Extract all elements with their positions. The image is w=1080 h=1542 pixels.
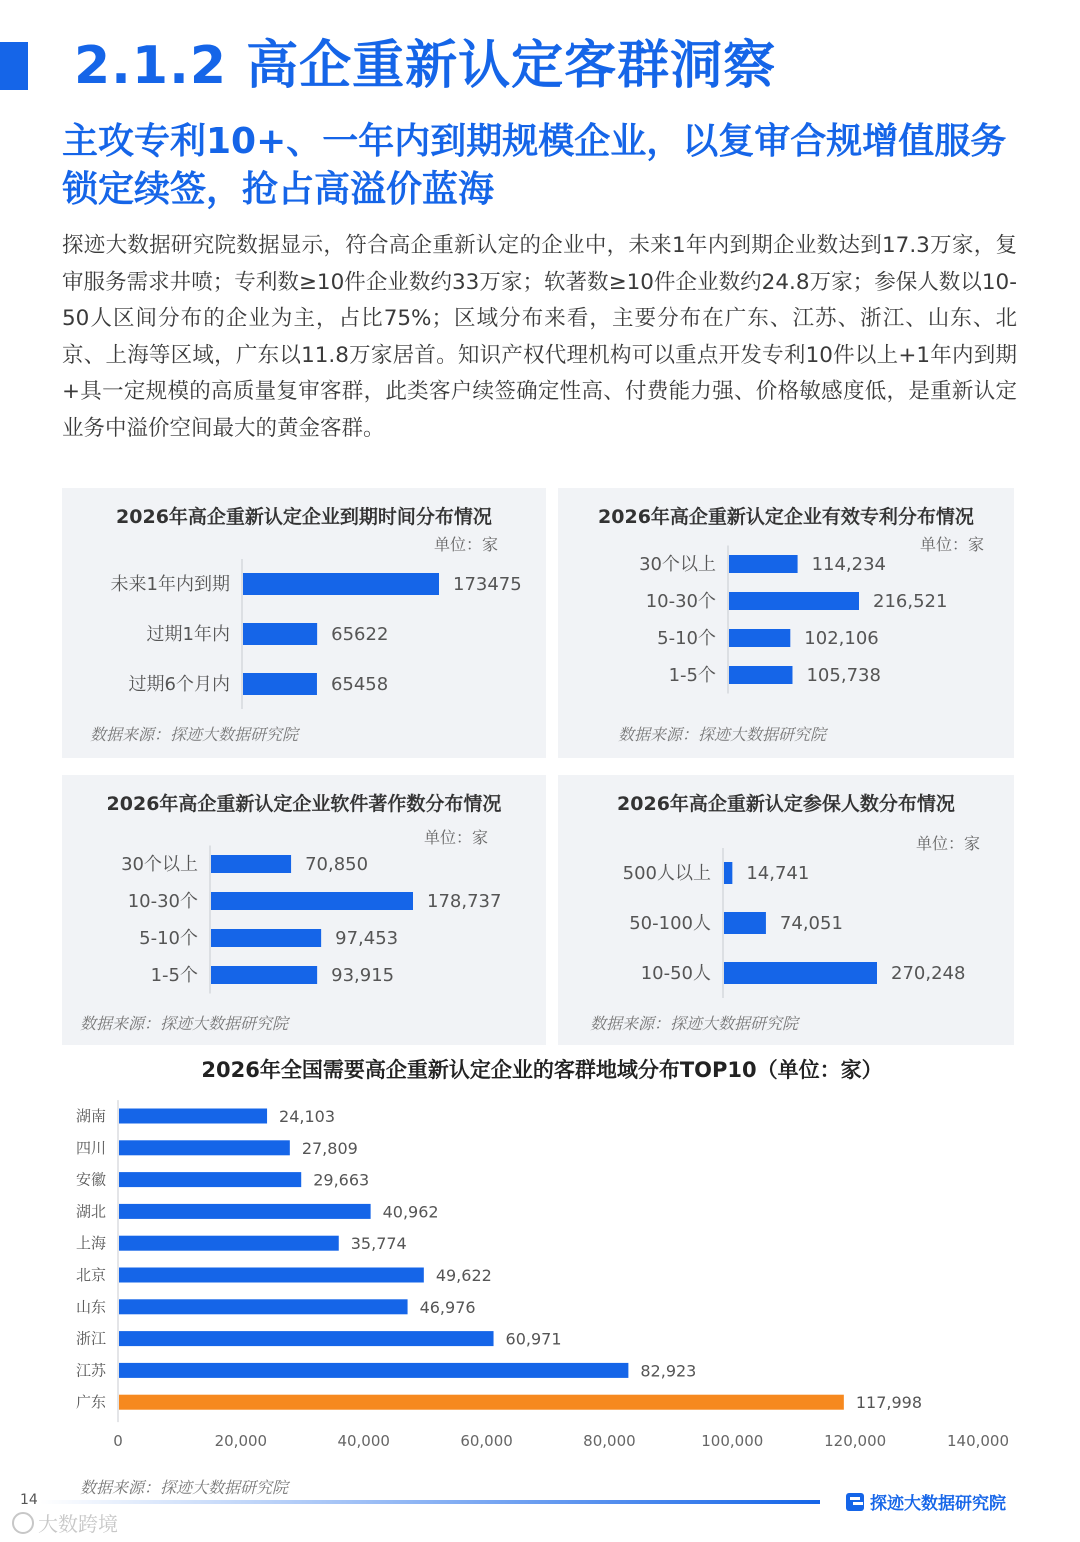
data-label: 216,521: [873, 591, 948, 612]
bar: [119, 1140, 290, 1155]
bar: [243, 623, 317, 645]
category-label: 1-5个: [150, 965, 198, 986]
data-label: 46,976: [419, 1297, 476, 1317]
data-label: 117,998: [855, 1393, 923, 1413]
bar: [729, 666, 792, 684]
chart-title: 2026年高企重新认定企业软件著作数分布情况: [106, 793, 502, 815]
data-source-label: 数据来源：探迹大数据研究院: [90, 725, 299, 744]
bar-chart-software: [62, 775, 546, 1045]
data-label: 65622: [331, 624, 389, 645]
data-label: 173475: [453, 574, 522, 595]
data-source-label: 数据来源：探迹大数据研究院: [618, 725, 827, 744]
bar: [119, 1299, 408, 1314]
bar: [119, 1109, 267, 1124]
data-label: 82,923: [640, 1361, 697, 1381]
bar: [729, 629, 790, 647]
x-tick-label: 100,000: [701, 1432, 764, 1451]
watermark-text: 大数跨境: [38, 1512, 118, 1536]
bar: [119, 1363, 628, 1378]
data-label: 65458: [330, 674, 389, 695]
data-label: 60,971: [505, 1329, 562, 1349]
data-label: 102,106: [804, 628, 879, 649]
bar-chart-insured: [558, 775, 1014, 1045]
data-source-label: 数据来源：探迹大数据研究院: [80, 1478, 289, 1497]
category-label: 安徽: [75, 1170, 106, 1189]
bar: [243, 673, 317, 695]
bar: [119, 1172, 301, 1187]
chart-title: 2026年全国需要高企重新认定企业的客群地域分布TOP10（单位：家）: [201, 1058, 883, 1082]
page-number: 14: [20, 1492, 38, 1508]
bar-chart-regions: [62, 1050, 1022, 1470]
data-label: 178,737: [427, 891, 502, 912]
watermark: [12, 1508, 118, 1537]
weibo-icon: [12, 1512, 34, 1534]
bar: [119, 1331, 494, 1346]
category-label: 广东: [75, 1393, 106, 1412]
x-tick-label: 60,000: [460, 1432, 513, 1451]
bar-chart-patents: [558, 488, 1014, 758]
page-subtitle: 主攻专利10+、一年内到期规模企业，以复审合规增值服务锁定续签，抢占高溢价蓝海: [62, 121, 1007, 210]
category-label: 过期6个月内: [128, 674, 230, 695]
bar: [211, 966, 317, 984]
x-tick-label: 140,000: [946, 1432, 1010, 1451]
category-label: 10-30个: [645, 591, 716, 612]
bar: [729, 592, 859, 610]
category-label: 未来1年内到期: [110, 574, 230, 595]
data-label: 14,741: [746, 863, 810, 884]
category-label: 过期1年内: [146, 624, 230, 645]
category-label: 500人以上: [622, 863, 711, 884]
chart-title: 2026年高企重新认定企业到期时间分布情况: [116, 506, 492, 528]
category-label: 10-50人: [640, 963, 711, 984]
data-label: 24,103: [279, 1107, 336, 1126]
brand-name: 探迹大数据研究院: [870, 1494, 1006, 1514]
body-paragraph: 探迹大数据研究院数据显示，符合高企重新认定的企业中，未来1年内到期企业数达到17.3万家，复审服务需求井喷；专利数≥10件企业数约33万家；软著数≥10件企业数约24.8万家；参保人数以10-50人区间分布的企业为主，占比75%；区域分布来看，主要分布在广东、江苏、浙江、山东、北京、上海等区域，广东以11.8万家居首。知识产权代理机构可以重点开发专利10件以上+1年内到期+具一定规模的高质量复审客群，此类客户续签确定性高、付费能力强、价格敏感度低，是重新认定业务中溢价空间最大的黄金客群。: [62, 233, 1017, 441]
highlight-bar: [119, 1395, 844, 1410]
x-tick-label: 40,000: [337, 1432, 390, 1451]
category-label: 1-5个: [668, 665, 716, 686]
chart-panel-insured: [558, 775, 1014, 1045]
data-label: 74,051: [779, 913, 843, 934]
data-label: 270,248: [891, 963, 966, 984]
category-label: 湖北: [75, 1202, 106, 1221]
data-source-label: 数据来源：探迹大数据研究院: [80, 1014, 289, 1033]
unit-label: 单位：家: [916, 834, 981, 853]
bar: [724, 862, 732, 884]
chart-panel-patents: [558, 488, 1014, 758]
chart-panel-software: [62, 775, 546, 1045]
category-label: 上海: [75, 1234, 106, 1253]
unit-label: 单位：家: [434, 535, 499, 554]
bar: [729, 555, 798, 573]
data-label: 49,622: [435, 1266, 492, 1285]
x-tick-label: 120,000: [824, 1432, 887, 1451]
category-label: 10-30个: [127, 891, 198, 912]
category-label: 江苏: [75, 1361, 106, 1380]
bar: [119, 1236, 339, 1251]
category-label: 5-10个: [139, 928, 198, 949]
category-label: 50-100人: [629, 913, 711, 934]
bar: [119, 1268, 424, 1283]
bar: [211, 892, 413, 910]
data-label: 114,234: [811, 554, 887, 575]
category-label: 30个以上: [639, 554, 716, 575]
data-label: 93,915: [331, 965, 395, 986]
footer-brand: [846, 1489, 1006, 1514]
data-label: 97,453: [335, 928, 399, 949]
x-tick-label: 0: [113, 1432, 123, 1451]
data-label: 27,809: [301, 1138, 358, 1158]
chart-title: 2026年高企重新认定企业有效专利分布情况: [598, 506, 974, 528]
data-label: 70,850: [305, 854, 369, 875]
category-label: 山东: [75, 1297, 106, 1316]
category-label: 浙江: [75, 1329, 106, 1348]
page-title: 2.1.2 高企重新认定客群洞察: [74, 36, 777, 96]
x-tick-label: 20,000: [214, 1432, 268, 1451]
bar: [119, 1204, 371, 1219]
unit-label: 单位：家: [424, 828, 489, 847]
chart-panel-expiry: [62, 488, 546, 758]
chart-title: 2026年高企重新认定参保人数分布情况: [617, 793, 955, 815]
title-accent-bar: [0, 42, 28, 90]
category-label: 北京: [75, 1266, 106, 1284]
footer-divider: [40, 1500, 820, 1504]
data-label: 40,962: [382, 1202, 439, 1222]
chart-region-top10: [62, 1050, 1022, 1470]
bar: [211, 855, 291, 873]
category-label: 5-10个: [657, 628, 716, 649]
x-tick-label: 80,000: [583, 1432, 636, 1451]
category-label: 湖南: [75, 1107, 106, 1125]
data-source-label: 数据来源：探迹大数据研究院: [590, 1014, 799, 1033]
brand-logo-icon: [846, 1493, 864, 1511]
bar: [724, 912, 766, 934]
data-label: 35,774: [350, 1234, 407, 1254]
data-label: 29,663: [313, 1170, 370, 1190]
bar: [211, 929, 321, 947]
data-label: 105,738: [806, 665, 881, 686]
bar: [724, 962, 877, 984]
category-label: 四川: [75, 1138, 106, 1157]
category-label: 30个以上: [121, 854, 198, 875]
unit-label: 单位：家: [920, 535, 985, 554]
bar-chart-expiry: [62, 488, 546, 758]
bar: [243, 573, 439, 595]
